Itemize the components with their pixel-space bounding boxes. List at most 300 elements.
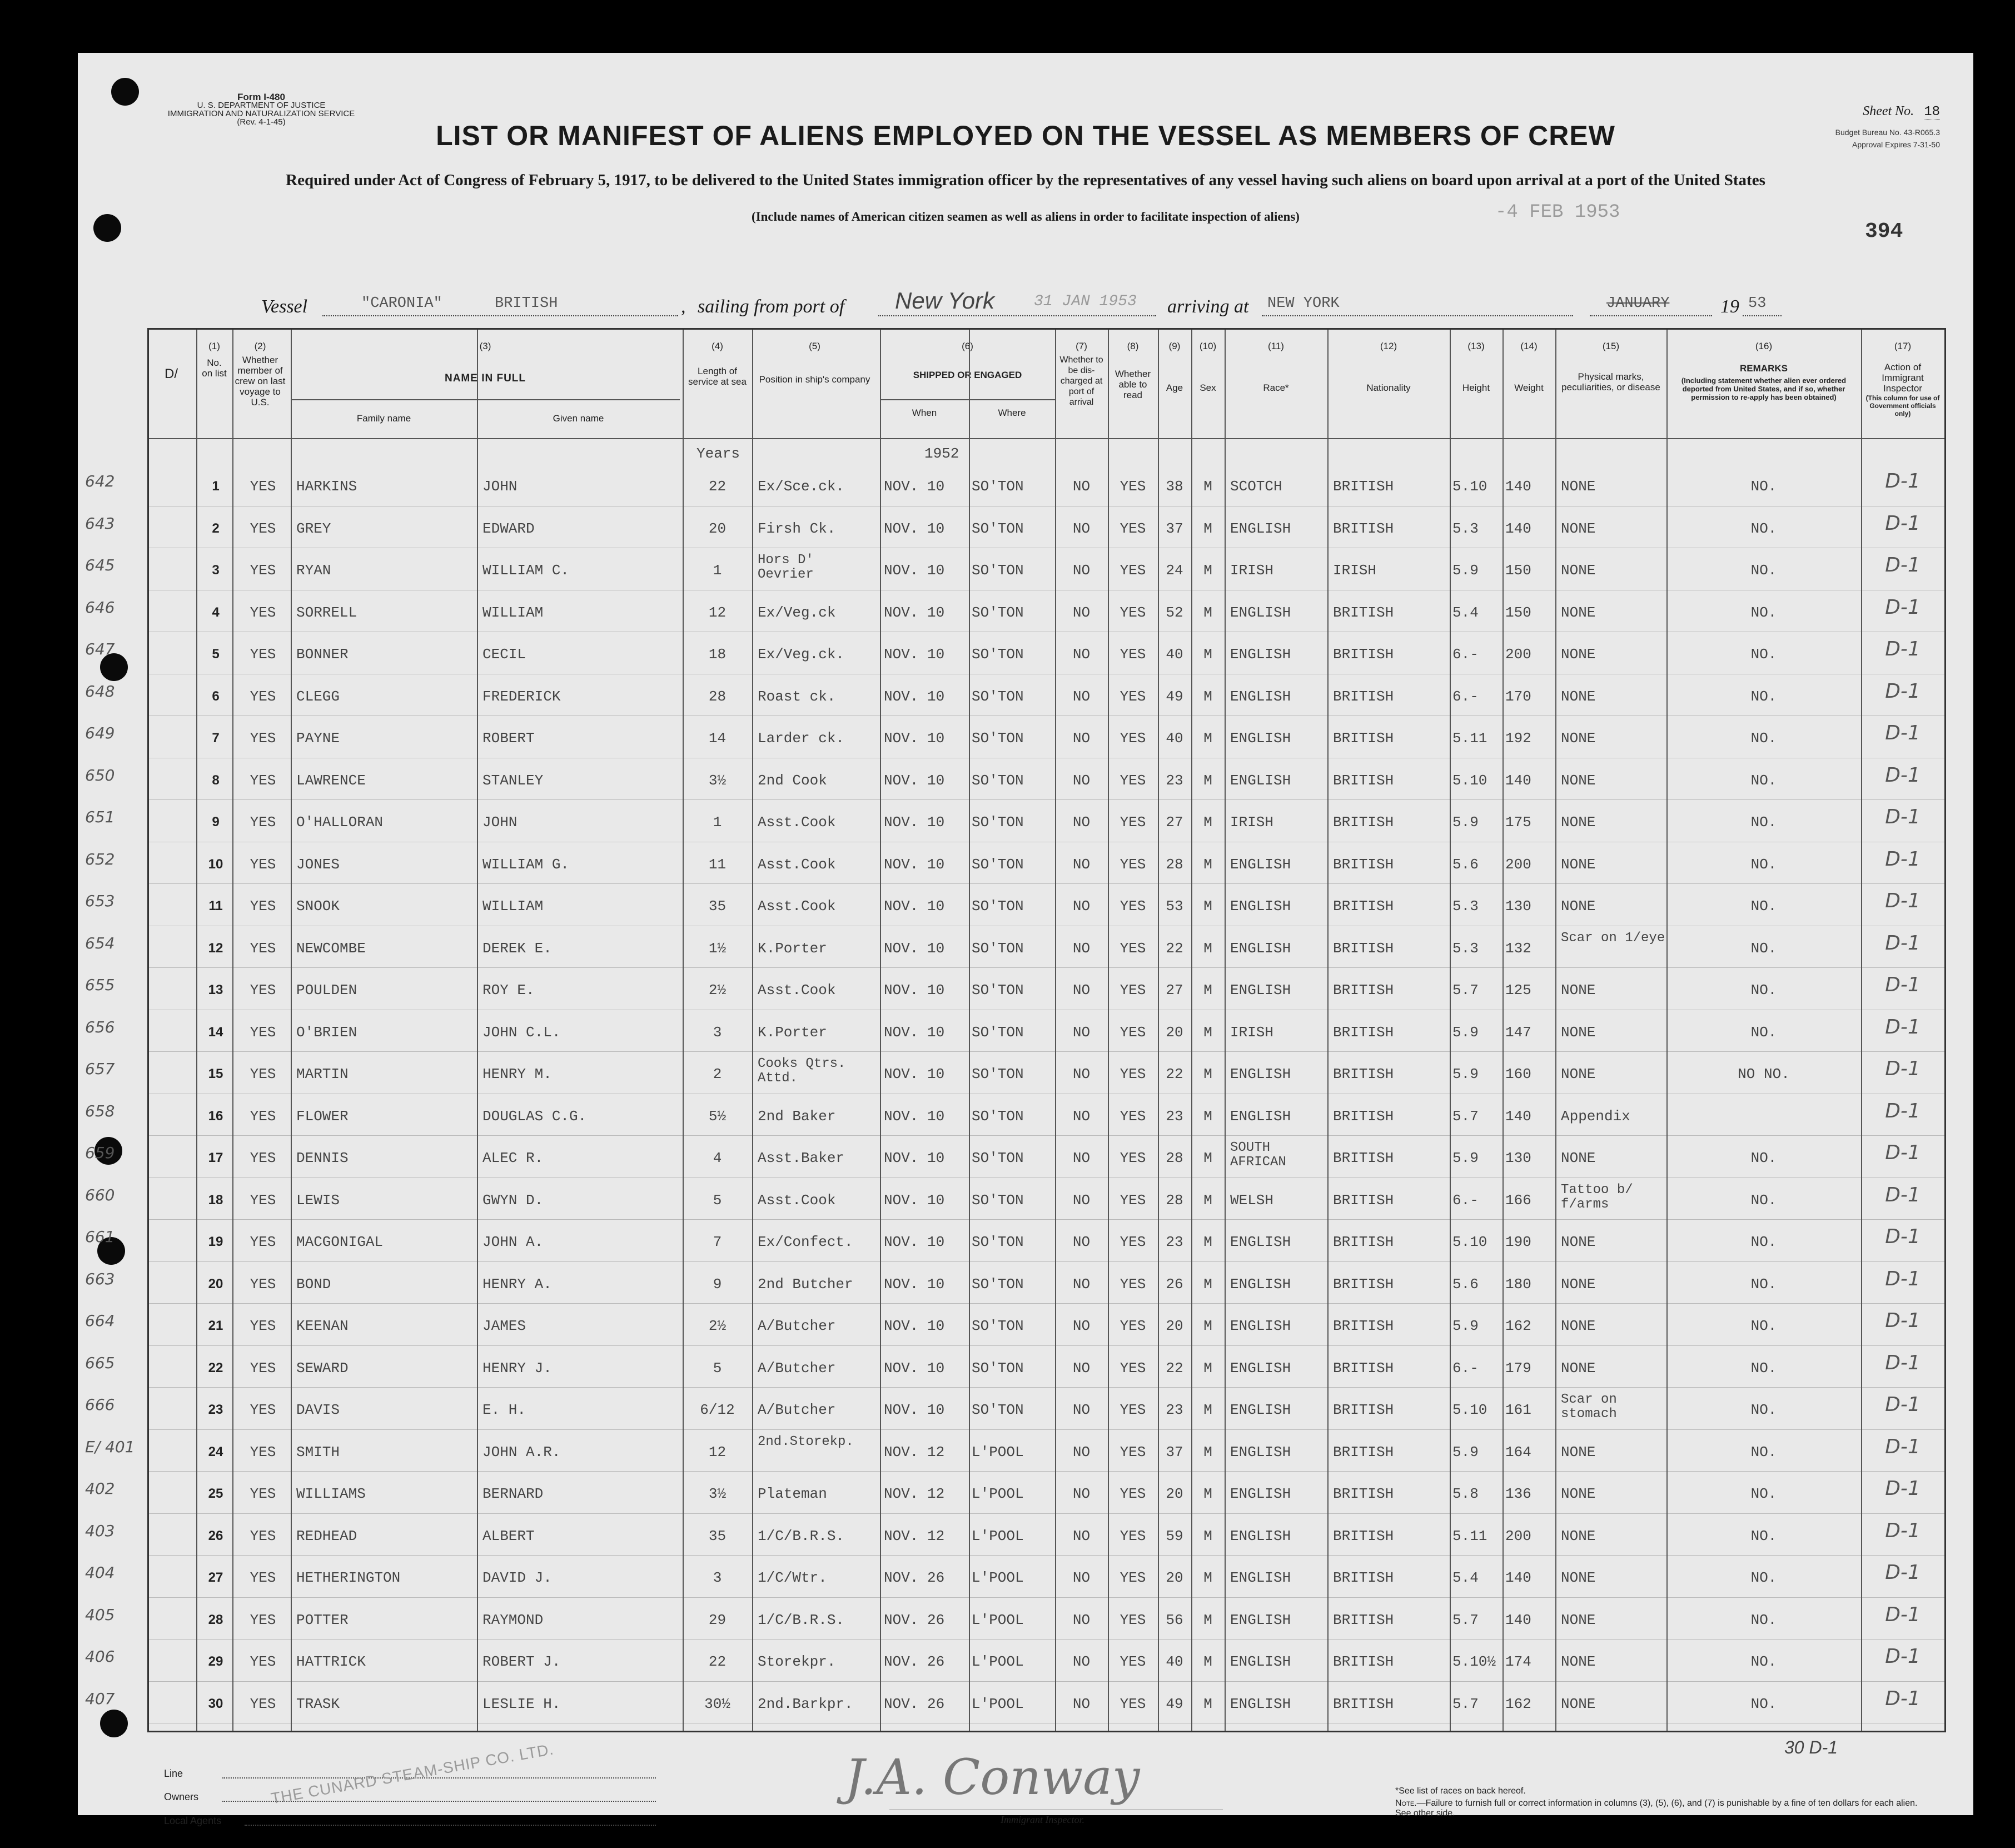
row-given-name: WILLIAM [482, 898, 544, 915]
row-nationality: BRITISH [1333, 730, 1394, 747]
row-physical-marks: NONE [1561, 730, 1596, 747]
row-remarks: NO. [1750, 1318, 1777, 1334]
row-shipped-when: NOV. 12 [884, 1443, 945, 1460]
row-divider [149, 1261, 1944, 1262]
row-age: 24 [1166, 562, 1183, 579]
row-able-to-read: YES [1120, 1359, 1146, 1377]
row-family-name: GREY [296, 520, 331, 537]
row-height: 5.3 [1452, 898, 1479, 915]
manifest-sheet [78, 53, 1973, 1826]
row-weight: 175 [1505, 814, 1531, 831]
row-weight: 200 [1505, 1527, 1531, 1544]
row-position: A/Butcher [758, 1402, 836, 1418]
row-shipped-when: NOV. 10 [884, 940, 945, 957]
row-inspector-action: D-1 [1885, 1183, 1921, 1206]
row-height: 5.3 [1452, 520, 1479, 537]
row-height: 5.7 [1452, 1695, 1479, 1712]
row-position: Asst.Cook [758, 856, 836, 873]
row-position: 2nd Cook [758, 772, 827, 789]
service: IMMIGRATION AND NATURALIZATION SERVICE [167, 109, 355, 118]
row-given-name: WILLIAM C. [482, 562, 570, 579]
row-service-length: 2½ [708, 982, 727, 998]
row-sex: M [1203, 814, 1212, 831]
row-nationality: BRITISH [1333, 1402, 1394, 1418]
row-ref: 665 [85, 1353, 115, 1372]
row-shipped-where: SO'TON [972, 814, 1024, 831]
row-weight: 140 [1505, 1569, 1531, 1586]
row-age: 37 [1166, 520, 1183, 537]
row-number: 30 [208, 1696, 223, 1711]
row-shipped-when: NOV. 10 [884, 520, 945, 537]
row-race: ENGLISH [1230, 898, 1291, 915]
row-shipped-when: NOV. 10 [884, 982, 945, 998]
row-physical-marks: NONE [1561, 1359, 1596, 1377]
row-family-name: MARTIN [296, 1066, 349, 1082]
row-weight: 180 [1505, 1275, 1531, 1293]
row-height: 5.11 [1452, 730, 1487, 747]
row-crew-last-voyage: YES [250, 982, 276, 998]
row-sex: M [1203, 1527, 1212, 1544]
row-position: 2nd.Barkpr. [758, 1695, 853, 1712]
row-nationality: BRITISH [1333, 772, 1394, 789]
col1-number: (1) [208, 341, 220, 351]
row-shipped-when: NOV. 10 [884, 604, 945, 621]
row-sex: M [1203, 1611, 1212, 1628]
row-height: 5.9 [1452, 1066, 1479, 1082]
row-sex: M [1203, 1024, 1212, 1041]
row-race: ENGLISH [1230, 688, 1291, 705]
row-service-length: 35 [708, 1527, 727, 1544]
row-shipped-when: NOV. 10 [884, 688, 945, 705]
row-inspector-action: D-1 [1885, 595, 1921, 619]
col2-header: Whether member of crew on last voyage to U.S. [235, 355, 286, 408]
row-age: 20 [1166, 1024, 1183, 1041]
row-crew-last-voyage: YES [250, 730, 276, 747]
row-age: 23 [1166, 772, 1183, 789]
row-service-length: 3½ [708, 772, 727, 789]
row-remarks: NO. [1750, 688, 1777, 705]
row-number: 5 [212, 647, 220, 662]
row-sex: M [1203, 1107, 1212, 1125]
row-divider [149, 967, 1944, 968]
form-number: Form I-480 [237, 92, 285, 102]
vessel-name: "CARONIA" [361, 295, 442, 312]
row-shipped-where: SO'TON [972, 604, 1024, 621]
row-inspector-action: D-1 [1885, 1393, 1921, 1416]
row-nationality: IRISH [1333, 562, 1377, 579]
row-service-length: 5 [713, 1359, 722, 1377]
row-position: Hors D' Oevrier [758, 553, 814, 582]
row-divider [149, 1135, 1944, 1136]
row-age: 26 [1166, 1275, 1183, 1293]
row-ref: 642 [85, 472, 115, 490]
row-shipped-where: L'POOL [972, 1569, 1024, 1586]
row-service-length: 22 [708, 1653, 727, 1670]
row-ref: 643 [85, 514, 115, 533]
row-service-length: 1 [713, 562, 722, 579]
row-family-name: CLEGG [296, 688, 340, 705]
line-label: Line [164, 1768, 183, 1779]
row-shipped-where: L'POOL [972, 1653, 1024, 1670]
row-height: 5.11 [1452, 1527, 1487, 1544]
row-number: 3 [212, 563, 220, 578]
row-divider [149, 1597, 1944, 1598]
row-crew-last-voyage: YES [250, 1653, 276, 1670]
row-number: 8 [212, 772, 220, 788]
row-weight: 140 [1505, 478, 1531, 495]
row-number: 16 [208, 1108, 223, 1124]
row-weight: 160 [1505, 1066, 1531, 1082]
row-remarks: NO. [1750, 1611, 1777, 1628]
row-physical-marks: NONE [1561, 1066, 1596, 1082]
row-race: ENGLISH [1230, 1653, 1291, 1670]
row-shipped-where: SO'TON [972, 562, 1024, 579]
row-discharged: NO [1072, 982, 1091, 998]
row-given-name: WILLIAM G. [482, 856, 570, 873]
row-physical-marks: NONE [1561, 520, 1596, 537]
row-given-name: JOHN C.L. [482, 1024, 561, 1041]
row-nationality: BRITISH [1333, 478, 1394, 495]
vessel-label: Vessel [261, 296, 308, 317]
row-shipped-when: NOV. 26 [884, 1695, 945, 1712]
row-remarks: NO. [1750, 1150, 1777, 1166]
row-ref: 658 [85, 1101, 115, 1120]
row-service-length: 18 [708, 646, 727, 663]
row-ref: E/ 401 [85, 1437, 135, 1456]
row-ref: 652 [85, 850, 115, 868]
row-given-name: ALEC R. [482, 1150, 544, 1166]
row-nationality: BRITISH [1333, 1107, 1394, 1125]
row-race: ENGLISH [1230, 1402, 1291, 1418]
row-shipped-when: NOV. 10 [884, 1150, 945, 1166]
row-divider [149, 1219, 1944, 1220]
row-divider [149, 1471, 1944, 1472]
row-weight: 190 [1505, 1234, 1531, 1250]
row-service-length: 4 [713, 1150, 722, 1166]
row-height: 5.10 [1452, 1234, 1487, 1250]
row-family-name: WILLIAMS [296, 1486, 366, 1502]
row-ref: 659 [85, 1144, 115, 1162]
row-inspector-action: D-1 [1885, 1603, 1921, 1626]
row-shipped-where: SO'TON [972, 856, 1024, 873]
row-crew-last-voyage: YES [250, 1275, 276, 1293]
row-race: ENGLISH [1230, 982, 1291, 998]
row-remarks: NO. [1750, 1275, 1777, 1293]
row-inspector-action: D-1 [1885, 1687, 1921, 1710]
row-age: 49 [1166, 1695, 1183, 1712]
row-nationality: BRITISH [1333, 1653, 1394, 1670]
col9-header: Age [1166, 382, 1183, 393]
row-age: 23 [1166, 1402, 1183, 1418]
row-number: 28 [208, 1612, 223, 1627]
row-ref: 648 [85, 682, 115, 701]
row-remarks: NO. [1750, 1402, 1777, 1418]
row-sex: M [1203, 856, 1212, 873]
col6-number: (6) [962, 341, 973, 351]
row-sex: M [1203, 730, 1212, 747]
row-able-to-read: YES [1120, 1066, 1146, 1082]
row-sex: M [1203, 1653, 1212, 1670]
row-able-to-read: YES [1120, 1443, 1146, 1460]
row-age: 37 [1166, 1443, 1183, 1460]
row-number: 26 [208, 1528, 223, 1543]
row-shipped-when: NOV. 10 [884, 1024, 945, 1041]
row-discharged: NO [1072, 1569, 1091, 1586]
row-physical-marks: NONE [1561, 1318, 1596, 1334]
row-able-to-read: YES [1120, 562, 1146, 579]
row-shipped-when: NOV. 10 [884, 772, 945, 789]
row-sex: M [1203, 1486, 1212, 1502]
row-weight: 162 [1505, 1695, 1531, 1712]
row-inspector-action: D-1 [1885, 806, 1921, 828]
row-service-length: 12 [708, 1443, 727, 1460]
row-race: ENGLISH [1230, 1695, 1291, 1712]
col3-number: (3) [479, 341, 491, 351]
row-given-name: ALBERT [482, 1527, 535, 1544]
row-given-name: ROBERT [482, 730, 535, 747]
row-age: 52 [1166, 604, 1183, 621]
row-weight: 130 [1505, 1150, 1531, 1166]
row-age: 22 [1166, 1359, 1183, 1377]
row-family-name: POULDEN [296, 982, 357, 998]
row-able-to-read: YES [1120, 982, 1146, 998]
row-able-to-read: YES [1120, 1150, 1146, 1166]
row-discharged: NO [1072, 814, 1091, 831]
row-remarks: NO. [1750, 898, 1777, 915]
row-crew-last-voyage: YES [250, 1402, 276, 1418]
row-service-length: 35 [708, 898, 727, 915]
row-weight: 140 [1505, 772, 1531, 789]
row-discharged: NO [1072, 478, 1091, 495]
row-service-length: 1½ [708, 940, 727, 957]
row-position: 1/C/B.R.S. [758, 1611, 845, 1628]
col7-header: Whether to be dis-charged at port of arrival [1059, 355, 1103, 407]
row-height: 5.7 [1452, 1611, 1479, 1628]
row-family-name: HATTRICK [296, 1653, 366, 1670]
row-remarks: NO. [1750, 1024, 1777, 1041]
row-shipped-where: L'POOL [972, 1443, 1024, 1460]
year-suffix: 53 [1748, 295, 1767, 312]
col12-header: Nationality [1366, 382, 1411, 393]
row-physical-marks: NONE [1561, 772, 1596, 789]
row-service-length: 6/12 [700, 1402, 735, 1418]
row-number: 17 [208, 1150, 223, 1165]
row-position: Ex/Sce.ck. [758, 478, 845, 495]
row-family-name: DAVIS [296, 1402, 340, 1418]
row-able-to-read: YES [1120, 1695, 1146, 1712]
row-sex: M [1203, 940, 1212, 957]
row-physical-marks: Scar on stomach [1561, 1392, 1617, 1422]
row-discharged: NO [1072, 940, 1091, 957]
row-position: Larder ck. [758, 730, 845, 747]
row-height: 5.9 [1452, 814, 1479, 831]
row-age: 28 [1166, 1191, 1183, 1209]
row-shipped-when: NOV. 10 [884, 1234, 945, 1250]
row-given-name: LESLIE H. [482, 1695, 561, 1712]
row-family-name: O'HALLORAN [296, 814, 384, 831]
row-discharged: NO [1072, 1402, 1091, 1418]
row-height: 5.10 [1452, 772, 1487, 789]
row-shipped-when: NOV. 26 [884, 1611, 945, 1628]
row-ref: 656 [85, 1017, 115, 1036]
row-discharged: NO [1072, 898, 1091, 915]
row-able-to-read: YES [1120, 898, 1146, 915]
row-given-name: BERNARD [482, 1486, 544, 1502]
row-ref: 651 [85, 808, 115, 826]
row-divider [149, 1513, 1944, 1514]
row-crew-last-voyage: YES [250, 1527, 276, 1544]
vessel-line [78, 287, 1973, 325]
row-height: 5.9 [1452, 1443, 1479, 1460]
row-physical-marks: NONE [1561, 478, 1596, 495]
row-inspector-action: D-1 [1885, 1561, 1921, 1584]
row-position: A/Butcher [758, 1359, 836, 1377]
row-crew-last-voyage: YES [250, 1234, 276, 1250]
row-discharged: NO [1072, 1695, 1091, 1712]
row-position: 1/C/Wtr. [758, 1569, 827, 1586]
row-height: 5.9 [1452, 1318, 1479, 1334]
row-nationality: BRITISH [1333, 1024, 1394, 1041]
row-divider [149, 1387, 1944, 1388]
name-subheader-rule [291, 399, 680, 400]
row-ref: 646 [85, 598, 115, 617]
row-able-to-read: YES [1120, 1191, 1146, 1209]
row-physical-marks: NONE [1561, 562, 1596, 579]
row-age: 20 [1166, 1318, 1183, 1334]
row-able-to-read: YES [1120, 1234, 1146, 1250]
row-race: ENGLISH [1230, 730, 1291, 747]
row-ref: 402 [85, 1479, 115, 1498]
row-remarks: NO. [1750, 730, 1777, 747]
row-number: 18 [208, 1192, 223, 1208]
row-divider [149, 1051, 1944, 1052]
row-age: 23 [1166, 1234, 1183, 1250]
row-weight: 200 [1505, 856, 1531, 873]
row-shipped-when: NOV. 12 [884, 1527, 945, 1544]
row-nationality: BRITISH [1333, 1443, 1394, 1460]
column-divider [1450, 330, 1451, 1731]
row-service-length: 2 [713, 1066, 722, 1082]
row-number: 20 [208, 1276, 223, 1291]
years-label: Years [696, 445, 740, 462]
row-able-to-read: YES [1120, 1527, 1146, 1544]
row-physical-marks: NONE [1561, 856, 1596, 873]
row-height: 5.7 [1452, 1107, 1479, 1125]
row-inspector-action: D-1 [1885, 1309, 1921, 1332]
row-sex: M [1203, 1695, 1212, 1712]
row-shipped-when: NOV. 10 [884, 478, 945, 495]
row-service-length: 14 [708, 730, 727, 747]
row-crew-last-voyage: YES [250, 1569, 276, 1586]
row-service-length: 20 [708, 520, 727, 537]
row-physical-marks: NONE [1561, 1234, 1596, 1250]
row-race: ENGLISH [1230, 1275, 1291, 1293]
row-weight: 125 [1505, 982, 1531, 998]
row-given-name: ROBERT J. [482, 1653, 561, 1670]
row-age: 28 [1166, 1150, 1183, 1166]
row-nationality: BRITISH [1333, 1611, 1394, 1628]
col8-header: Whether able to read [1115, 369, 1151, 400]
row-family-name: SEWARD [296, 1359, 349, 1377]
column-divider [1055, 330, 1056, 1731]
column-divider [291, 330, 292, 1731]
row-nationality: BRITISH [1333, 604, 1394, 621]
row-service-length: 2½ [708, 1318, 727, 1334]
row-family-name: HETHERINGTON [296, 1569, 401, 1586]
row-given-name: E. H. [482, 1402, 526, 1418]
row-remarks: NO. [1750, 562, 1777, 579]
row-family-name: KEENAN [296, 1318, 349, 1334]
row-race: ENGLISH [1230, 520, 1291, 537]
row-height: 6.- [1452, 688, 1479, 705]
row-inspector-action: D-1 [1885, 1267, 1921, 1290]
row-given-name: FREDERICK [482, 688, 561, 705]
sheet-number-label: Sheet No. [1863, 104, 1914, 118]
row-family-name: SNOOK [296, 898, 340, 915]
row-shipped-when: NOV. 10 [884, 1191, 945, 1209]
row-number: 4 [212, 604, 220, 620]
row-sex: M [1203, 478, 1212, 495]
row-inspector-action: D-1 [1885, 1477, 1921, 1500]
row-position: 2nd Butcher [758, 1275, 853, 1293]
row-family-name: JONES [296, 856, 340, 873]
row-nationality: BRITISH [1333, 688, 1394, 705]
row-service-length: 12 [708, 604, 727, 621]
row-family-name: MACGONIGAL [296, 1234, 384, 1250]
row-remarks: NO. [1750, 478, 1777, 495]
row-given-name: HENRY A. [482, 1275, 552, 1293]
column-divider [232, 330, 233, 1731]
row-physical-marks: NONE [1561, 1569, 1596, 1586]
row-shipped-when: NOV. 10 [884, 1107, 945, 1125]
row-divider [149, 1681, 1944, 1682]
row-family-name: POTTER [296, 1611, 349, 1628]
row-inspector-action: D-1 [1885, 1519, 1921, 1542]
row-sex: M [1203, 1402, 1212, 1418]
row-physical-marks: NONE [1561, 1443, 1596, 1460]
row-shipped-where: SO'TON [972, 772, 1024, 789]
row-discharged: NO [1072, 1443, 1091, 1460]
row-position: A/Butcher [758, 1318, 836, 1334]
row-ref: 655 [85, 976, 115, 994]
row-crew-last-voyage: YES [250, 1695, 276, 1712]
row-shipped-when: NOV. 10 [884, 898, 945, 915]
row-discharged: NO [1072, 1066, 1091, 1082]
col2-number: (2) [254, 341, 266, 351]
row-crew-last-voyage: YES [250, 1107, 276, 1125]
row-height: 5.4 [1452, 604, 1479, 621]
col3b-header: Given name [553, 413, 604, 424]
column-divider [683, 330, 684, 1731]
tally-note: 30 D-1 [1784, 1737, 1838, 1757]
row-shipped-where: SO'TON [972, 1402, 1024, 1418]
row-crew-last-voyage: YES [250, 604, 276, 621]
row-weight: 179 [1505, 1359, 1531, 1377]
row-race: SOUTH AFRICAN [1230, 1140, 1286, 1170]
column-divider [1225, 330, 1226, 1731]
row-given-name: DAVID J. [482, 1569, 552, 1586]
row-weight: 170 [1505, 688, 1531, 705]
row-crew-last-voyage: YES [250, 1150, 276, 1166]
row-nationality: BRITISH [1333, 1359, 1394, 1377]
row-sex: M [1203, 1191, 1212, 1209]
col14-number: (14) [1520, 341, 1538, 351]
column-divider [880, 330, 881, 1731]
row-ref: 404 [85, 1563, 115, 1582]
row-sex: M [1203, 1318, 1212, 1334]
row-race: ENGLISH [1230, 1318, 1291, 1334]
row-family-name: DENNIS [296, 1150, 349, 1166]
